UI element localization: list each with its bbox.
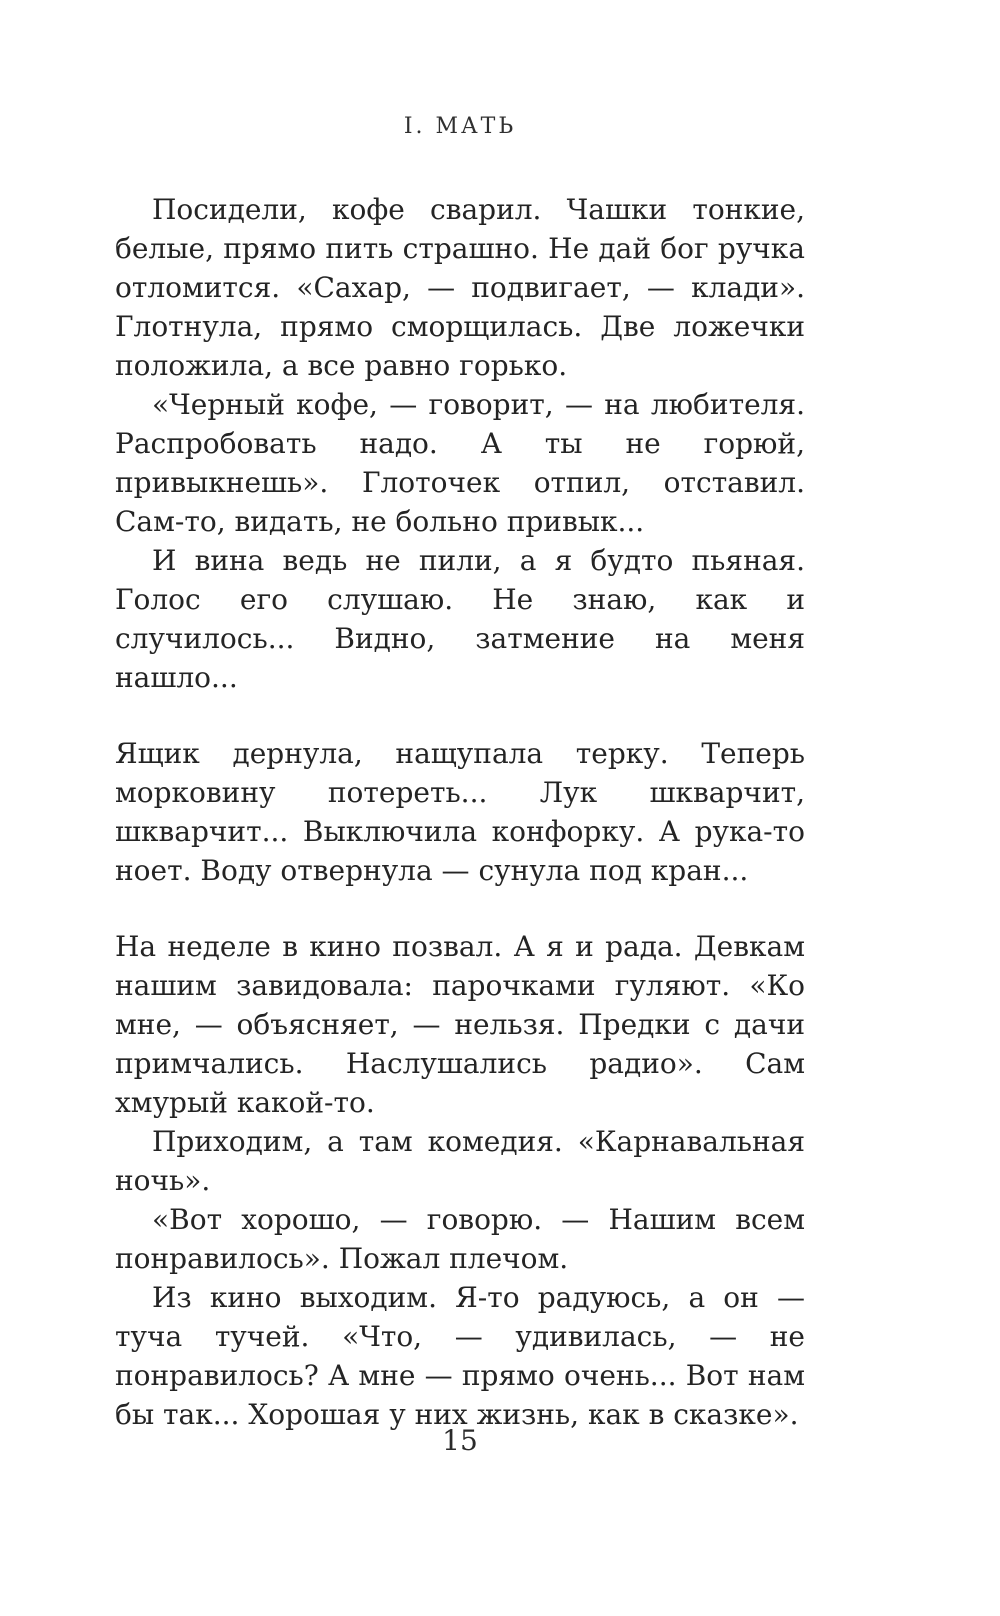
- paragraph: «Вот хорошо, — говорю. — Нашим всем понравилось». Пожал плечом.: [115, 1203, 805, 1275]
- page-number: 15: [442, 1424, 478, 1457]
- paragraph: Ящик дернула, нащупала терку. Теперь морковину потереть... Лук шкварчит, шкварчит... Выключила конфорку. А рука-то ноет. Воду отвернула — сунула под кран...: [115, 737, 805, 887]
- paragraph: Приходим, а там комедия. «Карнавальная ночь».: [115, 1125, 805, 1197]
- paragraph: Посидели, кофе сварил. Чашки тонкие, белые, прямо пить страшно. Не дай бог ручка отломится. «Сахар, — подвигает, — клади». Глотнула, прямо сморщилась. Две ложечки положила, а все равно горько.: [115, 193, 805, 382]
- paragraph: «Черный кофе, — говорит, — на любителя. Распробовать надо. А ты не горюй, привыкнешь». Глоточек отпил, отставил. Сам-то, видать, не больно привык...: [115, 388, 805, 538]
- body-text: [115, 190, 805, 1434]
- paragraph: Из кино выходим. Я-то радуюсь, а он — туча тучей. «Что, — удивилась, — не понравилось? А мне — прямо очень... Вот нам бы так... Хорошая у них жизнь, как в сказке».: [115, 1281, 805, 1431]
- paragraph: На неделе в кино позвал. А я и рада. Девкам нашим завидовала: парочками гуляют. «Ко мне, — объясняет, — нельзя. Предки с дачи примчались. Наслушались радио». Сам хмурый какой-то.: [115, 930, 805, 1119]
- paragraph: И вина ведь не пили, а я будто пьяная. Голос его слушаю. Не знаю, как и случилось... Видно, затмение на меня нашло...: [115, 544, 805, 694]
- chapter-header: I. МАТЬ: [403, 114, 517, 139]
